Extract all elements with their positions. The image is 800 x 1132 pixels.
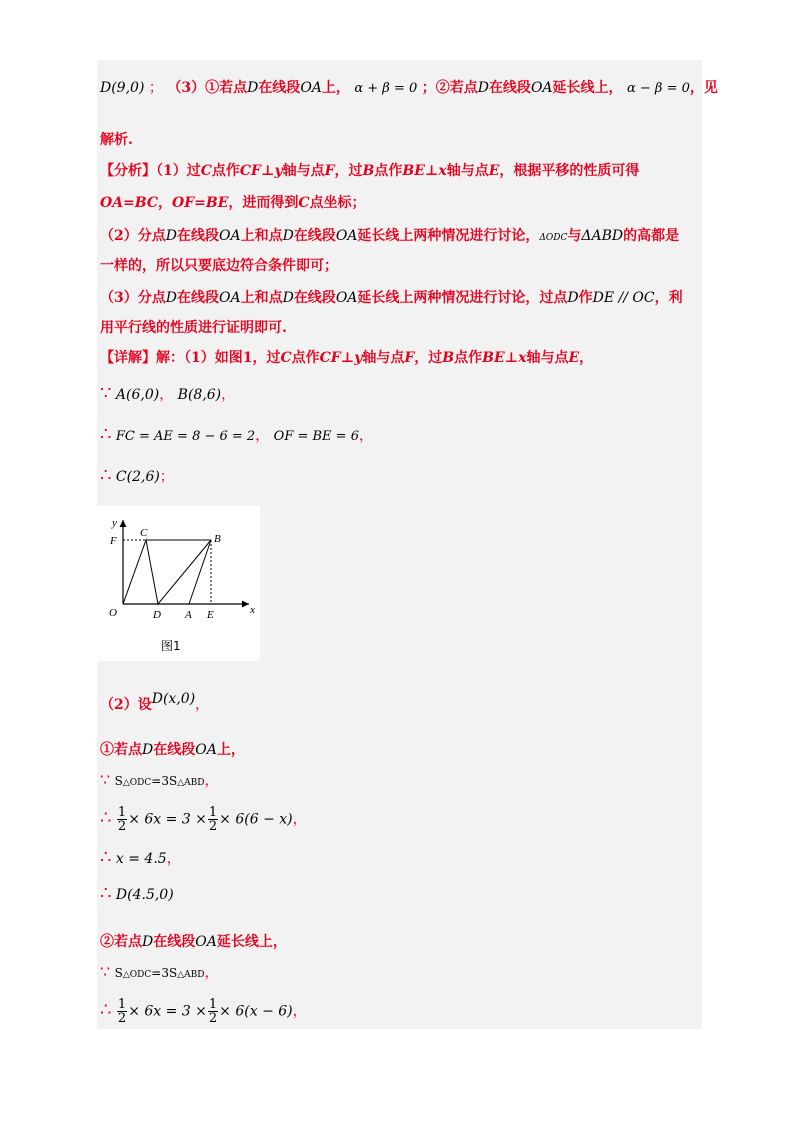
equation-sum: α + β = 0 xyxy=(354,81,418,96)
text: 在线段 xyxy=(176,228,219,244)
point-d-x: D(x,0) xyxy=(151,691,196,707)
text: 在线段 xyxy=(293,228,336,244)
detail-line-4 xyxy=(100,466,174,487)
analysis-line-6: 用平行线的性质进行证明即可. xyxy=(100,320,287,336)
math-oa: OA xyxy=(335,228,358,244)
text: 延长线上两种情况进行讨论， xyxy=(357,228,540,244)
label-o: O xyxy=(109,607,117,619)
point-a: A(6,0) xyxy=(115,387,160,403)
text: =3S xyxy=(151,966,178,980)
text: 点坐标； xyxy=(309,195,366,211)
text: × 6x = 3 × xyxy=(128,811,207,828)
label-a: A xyxy=(185,609,192,621)
text: 点作 xyxy=(291,350,320,366)
text: 延长线上两种情况进行讨论，过点 xyxy=(357,290,568,306)
case1-solution xyxy=(100,848,181,869)
text: 上， xyxy=(216,742,245,758)
text: 解：（1）如图1，过 xyxy=(156,350,281,366)
text: y xyxy=(354,350,363,366)
figure-caption: 图1 xyxy=(161,639,181,653)
text: ，利 xyxy=(654,290,683,306)
text: ②若点 xyxy=(100,934,142,950)
math-d: D xyxy=(477,80,489,96)
because-symbol: ∵ xyxy=(100,962,111,981)
text: =3S xyxy=(151,774,178,788)
text: 点作 xyxy=(211,163,240,179)
text: ⊥ xyxy=(340,350,355,366)
text: ， xyxy=(158,195,173,211)
label-d: D xyxy=(153,609,161,621)
text: S xyxy=(114,774,123,788)
analysis-line-1 xyxy=(100,161,639,181)
math-oa: OA xyxy=(335,290,358,306)
text: （2）分点 xyxy=(100,228,166,244)
text: ⊥ xyxy=(261,163,275,179)
text: E xyxy=(568,350,580,366)
text: F xyxy=(404,350,415,366)
denominator: 2 xyxy=(117,819,127,834)
numerator: 1 xyxy=(208,805,218,820)
numerator: 1 xyxy=(117,805,127,820)
text: ； xyxy=(159,469,174,485)
therefore-symbol: ∴ xyxy=(100,847,112,868)
detail-line-1 xyxy=(100,348,593,368)
denominator: 2 xyxy=(208,819,218,834)
text: B xyxy=(442,350,455,366)
case1-area-relation xyxy=(100,770,218,793)
text: OF=BE xyxy=(172,195,229,211)
math-oa: OA xyxy=(218,290,241,306)
label-f: F xyxy=(110,535,117,547)
text: ， xyxy=(292,1003,307,1020)
denominator: 2 xyxy=(117,1011,127,1026)
equation-diff: α − β = 0 xyxy=(626,81,690,96)
text: 点作 xyxy=(374,163,403,179)
fraction-half xyxy=(208,806,218,833)
solution-x: x = 4.5 xyxy=(115,851,167,867)
text: 在线段 xyxy=(293,290,336,306)
text: y xyxy=(274,163,283,179)
therefore-symbol: ∴ xyxy=(100,999,112,1021)
text: ，见 xyxy=(689,80,718,96)
math-d: D xyxy=(282,228,294,244)
math-oa: OA xyxy=(195,934,217,950)
fraction-half xyxy=(117,806,127,833)
label-b: B xyxy=(214,533,221,545)
math-d: D xyxy=(282,290,294,306)
text: B xyxy=(362,163,375,179)
text: ；②若点 xyxy=(421,80,478,96)
text: 轴与点 xyxy=(526,350,569,366)
math-oa: OA xyxy=(195,742,217,758)
polyline-ocdba xyxy=(123,540,211,604)
text: ， xyxy=(292,811,307,828)
analysis-line-5 xyxy=(100,288,683,308)
text: × 6(6 − x) xyxy=(219,811,293,828)
numerator: 1 xyxy=(208,997,218,1012)
math-d: D xyxy=(142,934,154,950)
text: × 6x = 3 × xyxy=(128,1003,207,1020)
text: ，过 xyxy=(334,163,363,179)
text: E xyxy=(488,163,500,179)
text: 作 xyxy=(578,290,593,306)
text: ， xyxy=(204,965,219,981)
text: △ABD xyxy=(177,778,205,788)
point-d-result: D(4.5,0) xyxy=(115,887,174,903)
text: ， xyxy=(255,428,270,444)
text: CF xyxy=(319,350,341,366)
text: F xyxy=(324,163,335,179)
answer-line-1 xyxy=(100,78,718,99)
math-d: D xyxy=(567,290,579,306)
text: BE xyxy=(402,163,425,179)
text: ， xyxy=(195,697,210,713)
fraction-half xyxy=(117,998,127,1025)
equation-fc: FC = AE = 8 − 6 = 2 xyxy=(115,429,256,444)
point-d-answer: D(9,0) xyxy=(100,80,145,96)
text: 轴与点 xyxy=(282,163,325,179)
math-oa: OA xyxy=(530,80,553,96)
math-d: D xyxy=(247,80,259,96)
text: 延长线上， xyxy=(216,934,287,950)
text: C xyxy=(200,163,212,179)
therefore-symbol: ∴ xyxy=(100,465,112,486)
separator: ； xyxy=(148,80,163,96)
denominator: 2 xyxy=(208,1011,218,1026)
text: 的高都是 xyxy=(623,228,680,244)
text: （1）过 xyxy=(156,163,201,179)
math-d: D xyxy=(165,228,177,244)
detail-line-5 xyxy=(100,691,210,715)
part3-label: （3）①若点 xyxy=(167,80,248,96)
detail-line-3 xyxy=(100,425,373,447)
therefore-symbol: ∴ xyxy=(100,424,112,445)
text: 在线段 xyxy=(153,934,196,950)
detail-line-2 xyxy=(100,384,235,405)
text: 与 xyxy=(567,228,582,244)
math-oa: OA xyxy=(300,80,322,96)
text: ，过 xyxy=(414,350,443,366)
analysis-tag: 【分析】 xyxy=(100,163,156,179)
triangle-abd: ΔABD xyxy=(581,228,624,244)
text: 在线段 xyxy=(153,742,196,758)
point-b: B(8,6) xyxy=(177,387,222,403)
label-x: x xyxy=(250,604,255,616)
because-symbol: ∵ xyxy=(100,770,111,789)
text: ， xyxy=(221,387,236,403)
text: 上和点 xyxy=(240,228,283,244)
figure-1-diagram xyxy=(97,506,260,661)
text: S xyxy=(114,966,123,980)
text: x xyxy=(438,163,447,179)
text: 点作 xyxy=(454,350,483,366)
text: 上， xyxy=(321,80,350,96)
text: ， xyxy=(579,350,594,366)
label-e: E xyxy=(207,609,214,621)
case2-area-relation xyxy=(100,962,218,985)
text: （2）设 xyxy=(100,697,152,713)
text: 轴与点 xyxy=(446,163,489,179)
text: ， xyxy=(166,851,181,867)
text: 在线段 xyxy=(176,290,219,306)
text: CF xyxy=(239,163,261,179)
case1-point xyxy=(100,884,174,905)
numerator: 1 xyxy=(117,997,127,1012)
text: （3）分点 xyxy=(100,290,166,306)
equation-of: OF = BE = 6 xyxy=(273,429,359,444)
text: 在线段 xyxy=(488,80,531,96)
case2-equation xyxy=(100,998,307,1025)
text: ⊥ xyxy=(424,163,439,179)
triangle-odc: ΔODC xyxy=(539,233,568,243)
text: x xyxy=(518,350,527,366)
text: 轴与点 xyxy=(362,350,405,366)
case2-title xyxy=(100,932,287,952)
label-c: C xyxy=(140,527,148,539)
text: ①若点 xyxy=(100,742,142,758)
text: × 6(x − 6) xyxy=(219,1003,293,1020)
analysis-line-2 xyxy=(100,193,366,213)
parallel-statement: DE // OC xyxy=(592,290,655,306)
text: 延长线上， xyxy=(552,80,623,96)
math-d: D xyxy=(142,742,154,758)
text: △ODC xyxy=(122,778,152,788)
therefore-symbol: ∴ xyxy=(100,807,112,829)
fraction-half xyxy=(208,998,218,1025)
text: 上和点 xyxy=(240,290,283,306)
label-y: y xyxy=(112,517,117,529)
text: ，根据平移的性质可得 xyxy=(499,163,640,179)
figure-1 xyxy=(97,506,260,661)
text: △ABD xyxy=(177,970,205,980)
point-c: C(2,6) xyxy=(115,469,160,485)
text: △ODC xyxy=(122,970,152,980)
detail-tag: 【详解】 xyxy=(100,350,156,366)
text: ， xyxy=(159,387,174,403)
text: ，进而得到 xyxy=(228,195,299,211)
text: C xyxy=(298,195,310,211)
text: C xyxy=(280,350,292,366)
case1-title xyxy=(100,740,245,760)
therefore-symbol: ∴ xyxy=(100,883,112,904)
text: 在线段 xyxy=(258,80,301,96)
case1-equation xyxy=(100,806,307,833)
text: ， xyxy=(358,428,373,444)
answer-line-2: 解析. xyxy=(100,132,133,148)
text: ， xyxy=(204,773,219,789)
text: BE xyxy=(482,350,505,366)
text: ⊥ xyxy=(504,350,519,366)
math-d: D xyxy=(165,290,177,306)
analysis-line-3 xyxy=(100,226,679,248)
text: OA=BC xyxy=(100,195,159,211)
analysis-line-4: 一样的，所以只要底边符合条件即可； xyxy=(100,258,338,274)
math-oa: OA xyxy=(218,228,241,244)
because-symbol: ∵ xyxy=(100,383,112,404)
